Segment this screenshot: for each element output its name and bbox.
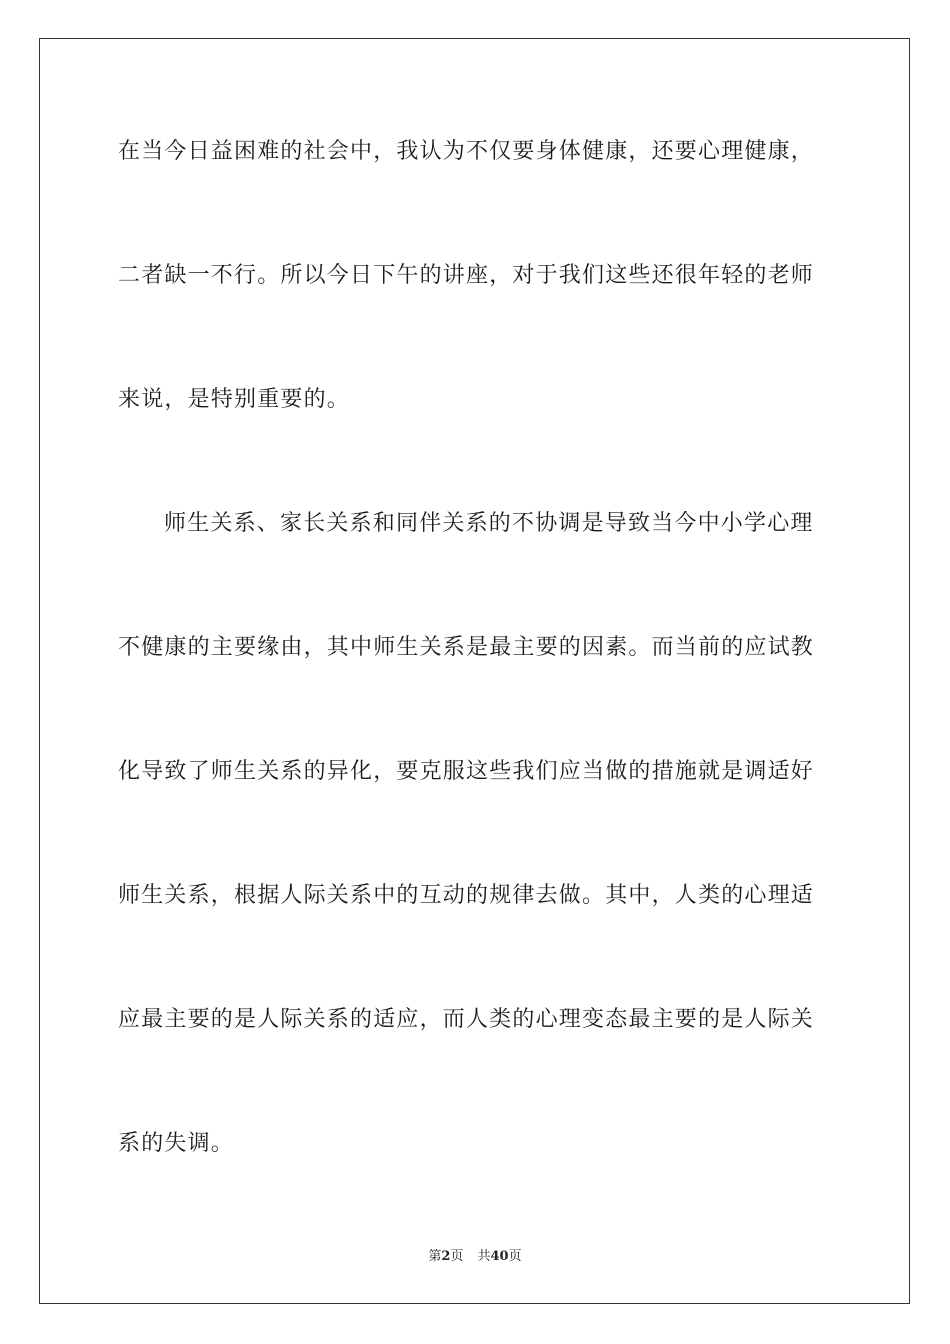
text-line-9: 系的失调。 xyxy=(118,1131,235,1156)
page-border xyxy=(39,38,910,1304)
page-prefix: 第 xyxy=(428,1249,442,1264)
text-line-8: 应最主要的是人际关系的适应，而人类的心理变态最主要的是人际关 xyxy=(118,1007,815,1032)
total-prefix: 共 xyxy=(477,1249,491,1264)
page-footer xyxy=(0,1248,950,1266)
text-line-3: 来说，是特别重要的。 xyxy=(118,387,351,412)
text-line-7: 师生关系，根据人际关系中的互动的规律去做。其中，人类的心理适 xyxy=(118,883,815,908)
page-suffix: 页 xyxy=(450,1249,464,1264)
total-suffix: 页 xyxy=(508,1249,522,1264)
text-line-5: 不健康的主要缘由，其中师生关系是最主要的因素。而当前的应试教 xyxy=(118,635,815,660)
text-line-1: 在当今日益困难的社会中，我认为不仅要身体健康，还要心理健康， xyxy=(118,139,815,164)
page-number: 2 xyxy=(441,1249,451,1264)
text-line-4: 师生关系、家长关系和同伴关系的不协调是导致当今中小学心理 xyxy=(164,511,814,536)
text-line-2: 二者缺一不行。所以今日下午的讲座，对于我们这些还很年轻的老师 xyxy=(118,263,815,288)
total-pages: 40 xyxy=(490,1249,509,1264)
text-line-6: 化导致了师生关系的异化，要克服这些我们应当做的措施就是调适好 xyxy=(118,759,815,784)
